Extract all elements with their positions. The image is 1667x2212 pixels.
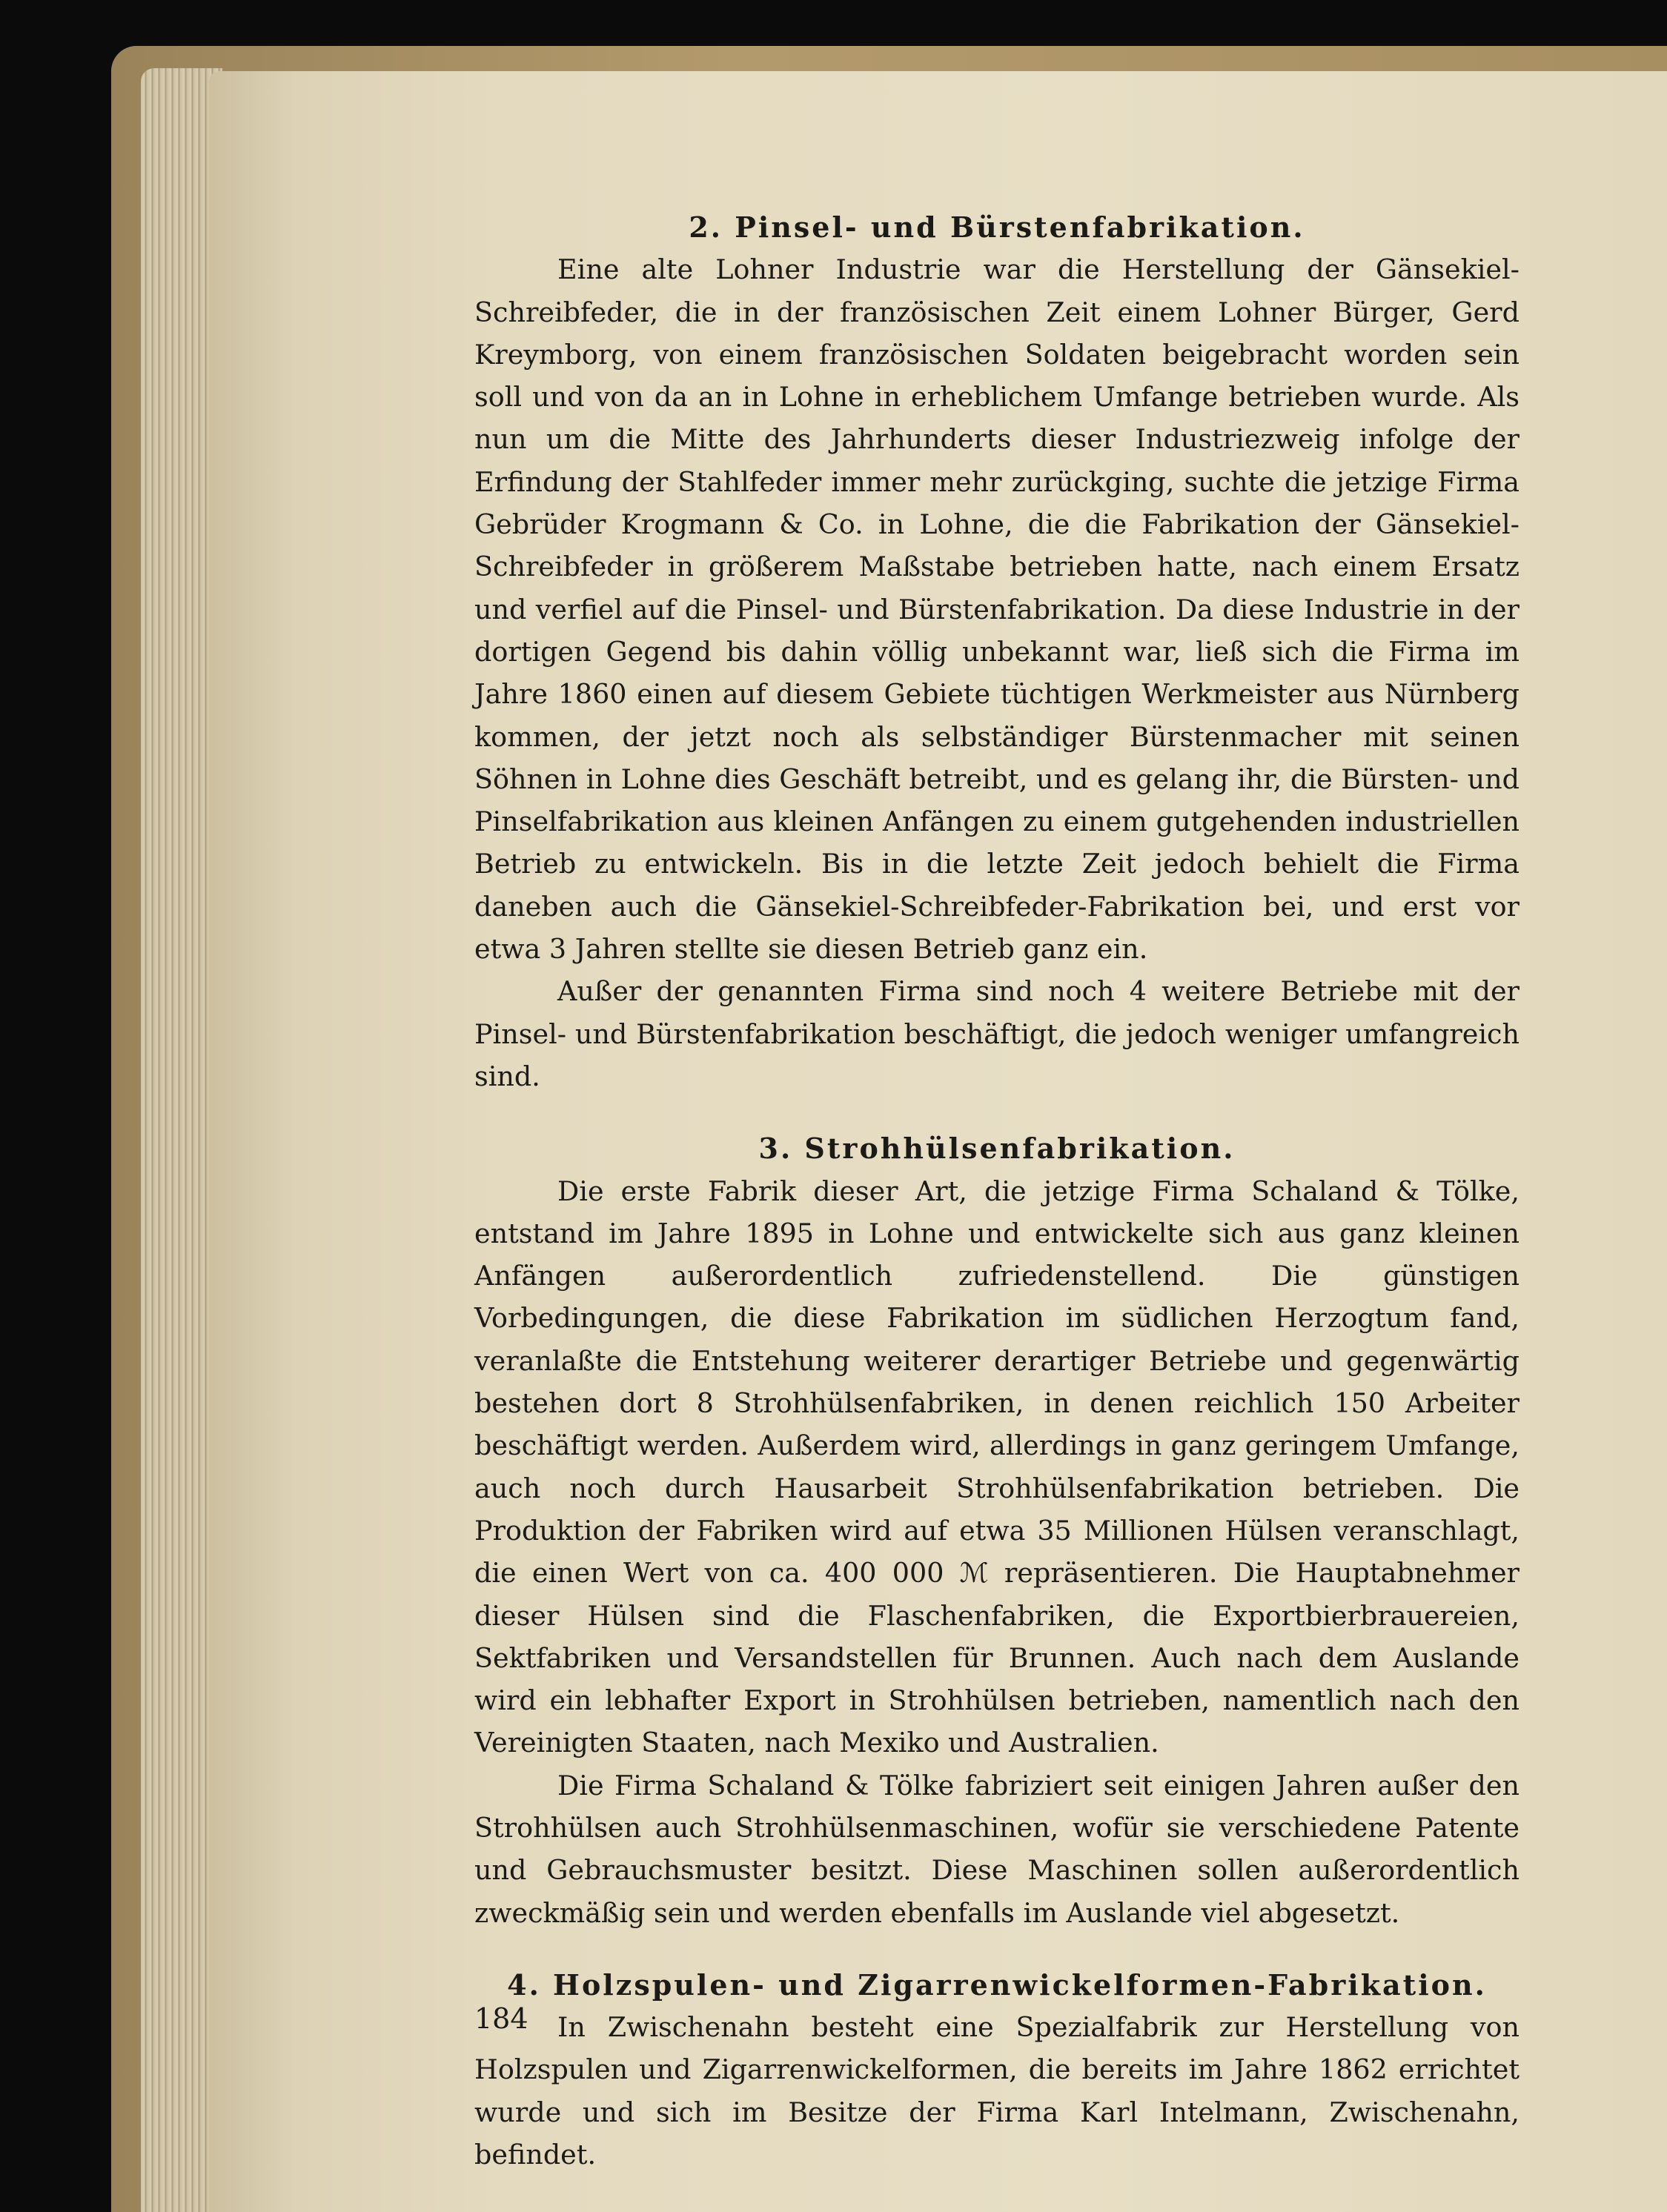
section-heading-brush: 2. Pinsel- und Bürstenfabrikation. bbox=[689, 210, 1305, 244]
paragraph-wood-spools: In Zwischenahn besteht eine Spezialfabrik zur Herstellung von Holzspulen und Zigarrenwickelformen, die bereits im Jahre 1862 errichtet wurde und sich im Besitze der Firma Karl Intelmann, Zwischenahn, befindet. bbox=[474, 2011, 1519, 2171]
page-content bbox=[474, 206, 1519, 2176]
section-heading-wood: 4. Holzspulen- und Zigarrenwickelformen-Fabrikation. bbox=[507, 1967, 1487, 2002]
section-gap bbox=[474, 1097, 1519, 1127]
paragraph-goose-quill: Eine alte Lohner Industrie war die Herstellung der Gänsekiel-Schreibfeder, die in der französischen Zeit einem Lohner Bürger, Gerd Kreymborg, von einem französischen Soldaten beigebracht worden sein soll und von da an in Lohne in erheblichem Umfange betrieben wurde. Als nun um die Mitte des Jahrhunderts dieser Industriezweig infolge der Erfindung der Stahlfeder immer mehr zurückging, suchte die jetzige Firma Gebrüder Krogmann & Co. in Lohne, die die Fabrikation der Gänsekiel-Schreibfeder in größerem Maßstabe betrieben hatte, nach einem Ersatz und verfiel auf die Pinsel- und Bürstenfabrikation. Da diese Industrie in der dortigen Gegend bis dahin völlig unbekannt war, ließ sich die Firma im Jahre 1860 einen auf diesem Gebiete tüchtigen Werkmeister aus Nürnberg kommen, der jetzt noch als selbständiger Bürstenmacher mit seinen Söhnen in Lohne dies Geschäft betreibt, und es gelang ihr, die Bürsten- und Pinselfabrikation aus kleinen Anfängen zu einem gutgehenden industriellen Betrieb zu entwickeln. Bis in die letzte Zeit jedoch behielt die Firma daneben auch die Gänsekiel-Schreibfeder-Fabrikation bei, und erst vor etwa 3 Jahren stellte sie diesen Betrieb ganz ein. bbox=[474, 253, 1519, 966]
paragraph-straw-machines: Die Firma Schaland & Tölke fabriziert seit einigen Jahren außer den Strohhülsen auch Strohhülsenmaschinen, wofür sie verschiedene Patente und Gebrauchsmuster besitzt. Diese Maschinen sollen außerordentlich zweckmäßig sein und werden ebenfalls im Auslande viel abgesetzt. bbox=[474, 1769, 1519, 1929]
section-gap bbox=[474, 1934, 1519, 1964]
section-heading-straw: 3. Strohhülsenfabrikation. bbox=[758, 1132, 1236, 1166]
paragraph-straw-factory: Die erste Fabrik dieser Art, die jetzige Firma Schaland & Tölke, entstand im Jahre 1895 in Lohne und entwickelte sich aus ganz kleinen Anfängen außerordentlich zufriedenstellend. Die günstigen Vorbedingungen, die diese Fabrikation im südlichen Herzogtum fand, veranlaßte die Entstehung weiterer derartiger Betriebe und gegenwärtig bestehen dort 8 Strohhülsenfabriken, in denen reichlich 150 Arbeiter beschäftigt werden. Außerdem wird, allerdings in ganz geringem Umfange, auch noch durch Hausarbeit Strohhülsenfabrikation betrieben. Die Produktion der Fabriken wird auf etwa 35 Millionen Hülsen veranschlagt, die einen Wert von ca. 400 000 ℳ repräsentieren. Die Hauptabnehmer dieser Hülsen sind die Flaschenfabriken, die Exportbierbrauereien, Sektfabriken und Versandstellen für Brunnen. Auch nach dem Auslande wird ein lebhafter Export in Strohhülsen betrieben, namentlich nach den Vereinigten Staaten, nach Mexiko und Australien. bbox=[474, 1175, 1519, 1759]
page-number: 184 bbox=[474, 2002, 528, 2035]
paragraph-other-firms: Außer der genannten Firma sind noch 4 weitere Betriebe mit der Pinsel- und Bürstenfabrikation beschäftigt, die jedoch weniger umfangreich sind. bbox=[474, 975, 1519, 1092]
